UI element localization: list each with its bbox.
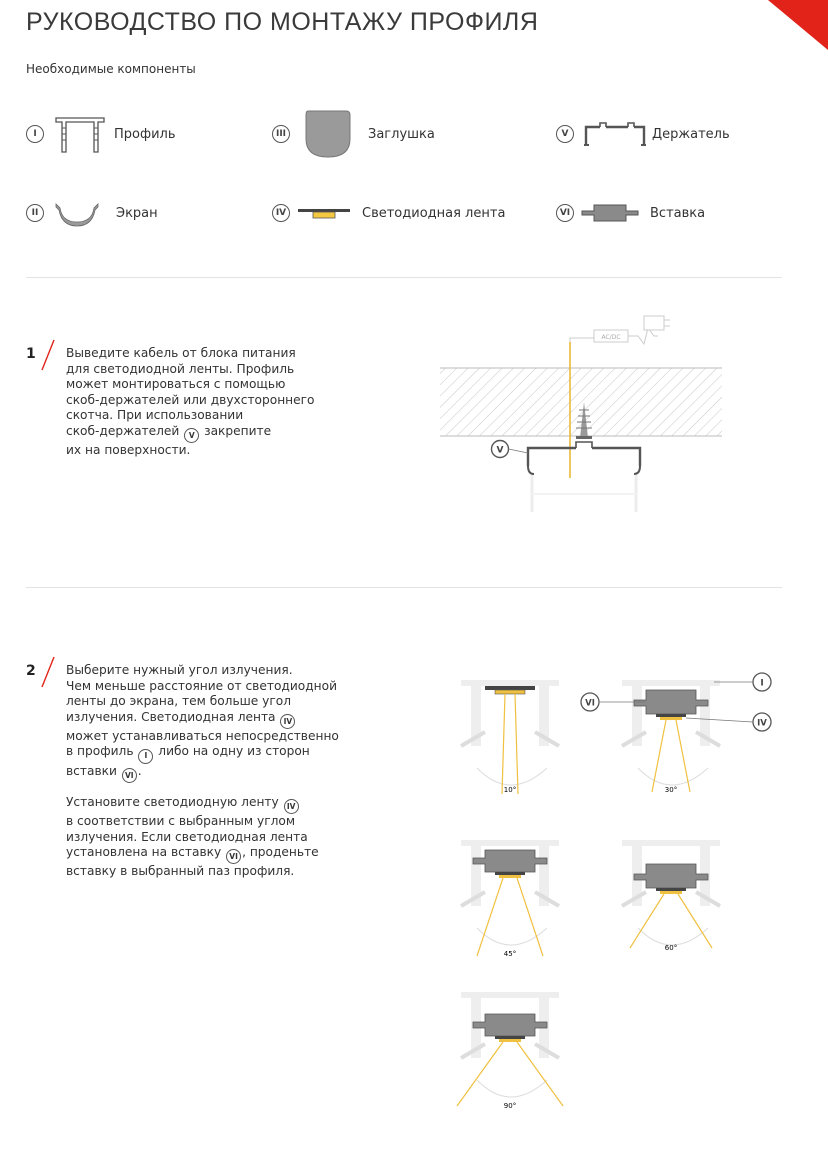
end-cap-icon [302,109,354,159]
component-label: Экран [116,205,158,221]
text-line: для светодиодной ленты. Профиль [66,361,295,376]
roman-badge: IV [284,799,299,814]
angle-label: 30° [664,786,678,794]
component-label: Вставка [650,205,706,221]
diffuser-icon [52,198,102,228]
component-label: Профиль [114,126,176,142]
text-line: может монтироваться с помощью [66,377,286,391]
angle-diagram-90 [455,988,565,1112]
profile-callout: I [760,678,764,689]
red-slash-icon [38,338,58,372]
step-number: 1 [26,346,36,362]
mounting-diagram [436,298,726,530]
step-number: 2 [26,663,36,679]
angle-diagram-45 [455,836,565,960]
text-line: скоб-держателей V закрепите [66,424,396,443]
roman-badge: V [184,428,199,443]
text-line: их на поверхности. [66,442,191,457]
bracket-callout: V [496,445,504,456]
bracket-icon [580,119,650,149]
components-heading: Необходимые компоненты [26,62,196,76]
component-diffuser [26,193,158,233]
step2-text [66,663,406,892]
angle-diagram-30 [574,666,786,798]
led-strip-icon [296,203,352,223]
component-led-strip [272,193,505,233]
angle-label: 90° [503,1102,517,1110]
text-line: Выведите кабель от блока питания [66,346,296,360]
section-divider [26,277,782,278]
insert-icon [580,201,640,225]
psu-label: AC/DC [601,334,621,341]
corner-accent [758,0,828,50]
roman-badge: II [26,204,44,222]
component-profile [26,114,176,154]
roman-badge: VI [226,849,241,864]
led-callout: IV [757,718,767,729]
component-label: Держатель [652,126,730,142]
page-title: РУКОВОДСТВО ПО МОНТАЖУ ПРОФИЛЯ [26,8,539,36]
section-divider [26,587,782,588]
roman-badge: VI [122,768,137,783]
angle-diagram-60 [616,836,726,960]
red-slash-icon [38,655,58,689]
roman-badge: VI [556,204,574,222]
insert-callout: VI [585,698,595,709]
text-line: скотча. При использовании [66,408,244,422]
roman-badge: I [26,125,44,143]
roman-badge: V [556,125,574,143]
angle-label: 10° [503,786,517,794]
component-end-cap [272,114,435,154]
paragraph: Выберите нужный угол излучения. Чем меньше расстояние от светодиодной ленты до экрана, тем больше угол излучения. Светодиодная лента IV может устанавливаться непосредственно в профиль I либо на одну из сторон вставки VI . [66,663,406,783]
paragraph: Установите светодиодную ленту IV в соответствии с выбранным углом излучения. Если светодиодная лента установлена на вставку VI , проденьте вставку в выбранный паз профиля. [66,794,319,879]
roman-badge: IV [280,714,295,729]
roman-badge: I [138,749,153,764]
component-insert [556,193,705,233]
step1-text [66,346,396,458]
roman-badge: IV [272,204,290,222]
angle-diagram-10 [455,676,565,798]
profile-icon [52,114,108,154]
roman-badge: III [272,125,290,143]
component-label: Светодиодная лента [362,205,506,221]
angle-label: 45° [503,950,517,958]
text-line: скоб-держателей или двухстороннего [66,392,315,407]
component-label: Заглушка [368,126,435,142]
angle-label: 60° [664,944,678,952]
component-bracket [556,114,730,154]
